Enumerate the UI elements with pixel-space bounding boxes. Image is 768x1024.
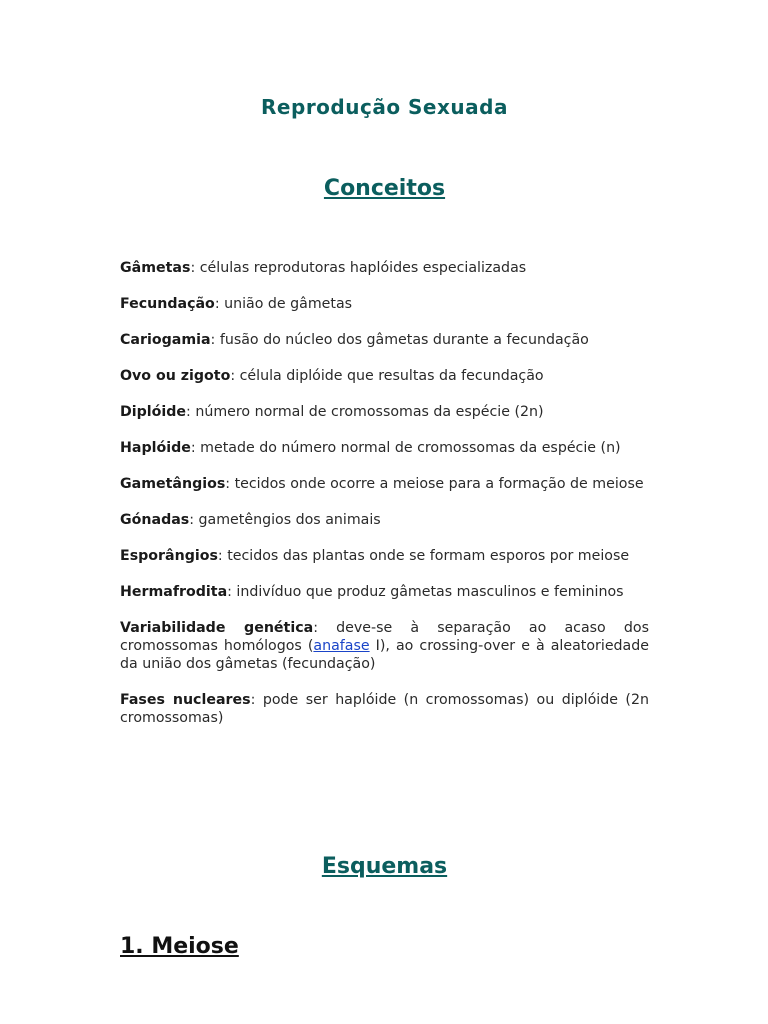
- concept-definition: : célula diplóide que resultas da fecundação: [230, 368, 544, 384]
- concept-definition: : tecidos das plantas onde se formam esporos por meiose: [217, 548, 630, 564]
- concept-term: Gâmetas: [120, 260, 191, 276]
- concept-term: Gametângios: [120, 476, 226, 492]
- concept-definition: : células reprodutoras haplóides especializadas: [190, 260, 527, 276]
- concept-term: Cariogamia: [120, 332, 211, 348]
- concept-definition-continued: I), ao crossing-over e à aleatoriedade da união dos gâmetas (fecundação): [120, 638, 649, 672]
- concept-term: Variabilidade genética: [120, 620, 314, 636]
- concept-term: Gónadas: [120, 512, 190, 528]
- concept-term: Esporângios: [120, 548, 218, 564]
- concept-hermafrodita: [120, 583, 649, 601]
- page-title: Reprodução Sexuada: [261, 95, 508, 119]
- concept-term: Haplóide: [120, 440, 191, 456]
- section-heading-conceitos: Conceitos: [323, 176, 446, 201]
- concept-definition: : metade do número normal de cromossomas da espécie (n): [190, 440, 621, 456]
- concept-variabilidade-genetica: [120, 619, 649, 673]
- concept-diploide: [120, 403, 649, 421]
- concept-term: Diplóide: [120, 404, 187, 420]
- concept-term: Fecundação: [120, 296, 215, 312]
- concept-definition: : união de gâmetas: [214, 296, 353, 312]
- concept-term: Hermafrodita: [120, 584, 228, 600]
- anafase-link[interactable]: anafase: [313, 638, 370, 654]
- concept-definition: : fusão do núcleo dos gâmetas durante a fecundação: [210, 332, 589, 348]
- concept-definition: : número normal de cromossomas da espécie (2n): [186, 404, 544, 420]
- concept-definition: : deve-se à separação ao acaso dos cromossomas homólogos (: [120, 620, 649, 654]
- concept-term: Ovo ou zigoto: [120, 368, 231, 384]
- concept-definition: : gametêngios dos animais: [189, 512, 381, 528]
- subsection-heading-meiose: 1. Meiose: [120, 934, 239, 959]
- concept-gametangios: [120, 475, 649, 493]
- concept-cariogamia: [120, 331, 649, 349]
- concept-definition: : indivíduo que produz gâmetas masculinos e femininos: [227, 584, 624, 600]
- concepts-list: [120, 259, 649, 745]
- concept-fecundacao: [120, 295, 649, 313]
- concept-definition: : tecidos onde ocorre a meiose para a formação de meiose: [225, 476, 644, 492]
- concept-definition: : pode ser haplóide (n cromossomas) ou diplóide (2n cromossomas): [120, 692, 649, 726]
- concept-esporangios: [120, 547, 649, 565]
- concept-gametas: [120, 259, 649, 277]
- concept-haploide: [120, 439, 649, 457]
- concept-ovo-ou-zigoto: [120, 367, 649, 385]
- concept-fases-nucleares: [120, 691, 649, 727]
- section-heading-esquemas: Esquemas: [321, 854, 448, 879]
- concept-term: Fases nucleares: [120, 692, 251, 708]
- concept-gonadas: [120, 511, 649, 529]
